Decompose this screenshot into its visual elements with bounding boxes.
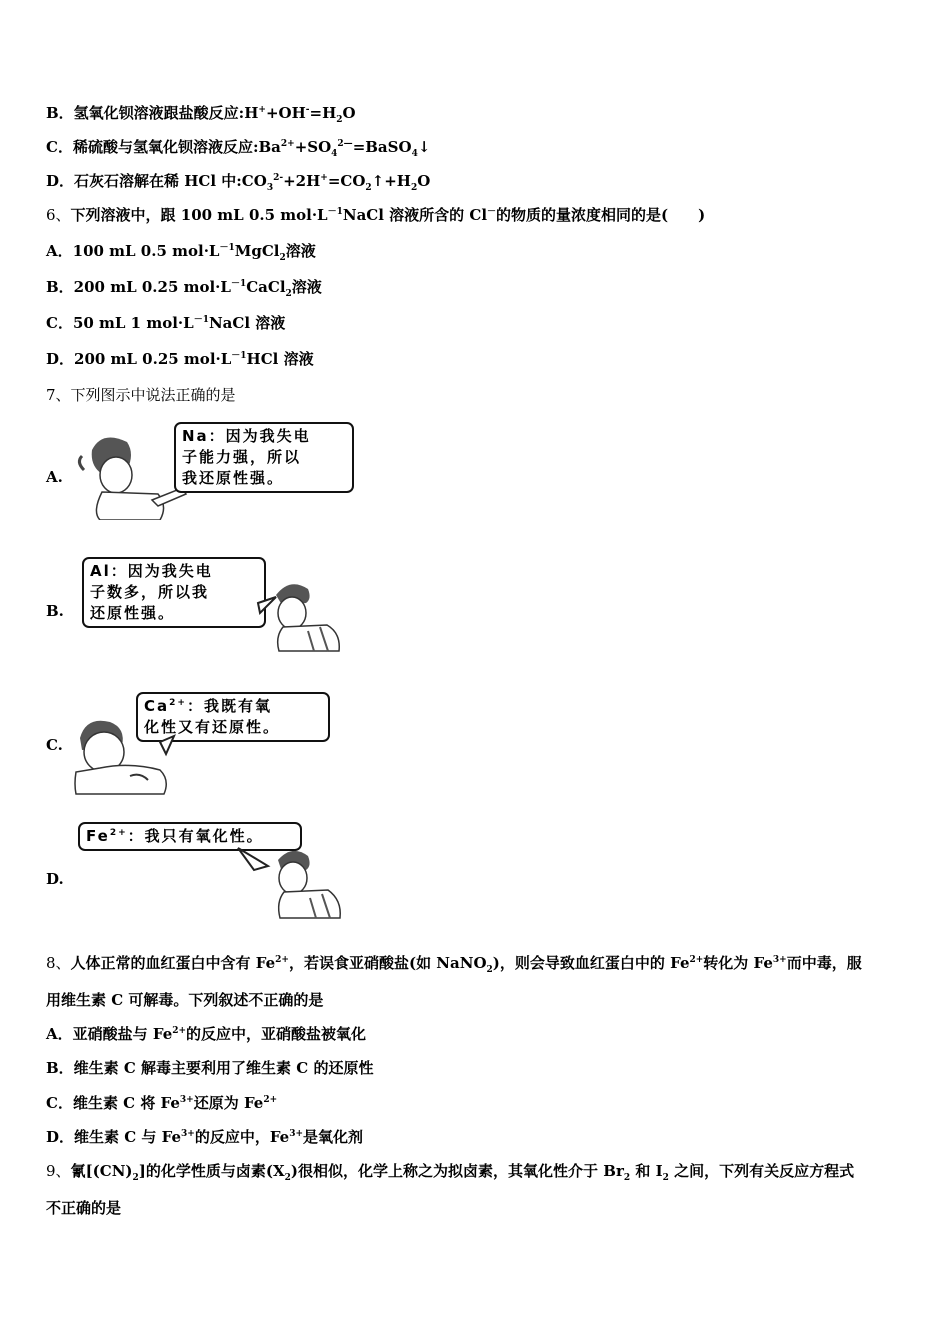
q6-option-a: A．100 mL 0.5 $mol\cdot L^{-1}MgCl_2$溶液 bbox=[46, 242, 316, 263]
q5-option-c: C．稀硫酸与氢氧化钡溶液反应$:Ba^{2+}+SO_4^{2—}=BaSO_4↓$ bbox=[46, 138, 431, 159]
q6-option-d: D．200 mL 0.25 $mol\cdot L^{-1}HCl$ 溶液 bbox=[46, 350, 314, 368]
q7-option-d-label: D. bbox=[46, 870, 64, 888]
q8-option-b: B．维生素 C 解毒主要利用了维生素 C 的还原性 bbox=[46, 1059, 374, 1077]
q5-option-b: B．氢氧化钡溶液跟盐酸反应$:H^++OH^-=H_2O$ bbox=[46, 104, 356, 125]
boy-figure-icon bbox=[78, 820, 368, 925]
q7-option-d-picture bbox=[78, 820, 368, 925]
q8-option-a: A．亚硝酸盐与 $Fe^{2+}$的反应中，亚硝酸盐被氧化 bbox=[46, 1025, 367, 1043]
q8-stem-line-2: 用维生素 C 可解毒。下列叙述不正确的是 bbox=[46, 991, 324, 1009]
q6-option-c: C．50 mL 1 $mol\cdot L^{-1}NaCl$ 溶液 bbox=[46, 314, 286, 332]
q9-stem-line-2: 不正确的是 bbox=[46, 1199, 122, 1217]
q7-option-a-label: A. bbox=[46, 468, 63, 486]
q7-option-b-speech-bubble: Al：因为我失电 子数多，所以我 还原性强。 bbox=[82, 557, 266, 628]
q6-stem: 6、下列溶液中，跟 100 mL 0.5 $mol\cdot L^{-1}NaCl$ 溶液所含的 Cl－的物质的量浓度相同的是( ) bbox=[46, 206, 706, 224]
q8-stem-line-1: 8、人体正常的血红蛋白中含有 $Fe^{2+}$，若误食亚硝酸盐(如 NaNO$_2$)，则会导致血红蛋白中的 $Fe^{2+}$转化为 $Fe^{3+}$而中毒，服 bbox=[46, 954, 862, 975]
q7-option-d-speech-bubble: $Fe^{2+}$：我只有氧化性。 bbox=[78, 822, 302, 851]
boy-figure-icon bbox=[70, 688, 350, 798]
boy-figure-icon bbox=[78, 555, 358, 655]
q7-option-c-label: C. bbox=[46, 736, 63, 754]
q7-option-a-picture bbox=[72, 420, 362, 520]
q7-option-b-label: B. bbox=[46, 602, 64, 620]
q9-stem-line-1: 9、氰$[(CN)_2]$的化学性质与卤素$(X_2)$很相似，化学上称之为拟卤素，其氧化性介于 $Br_2$ 和 $I_2$ 之间，下列有关反应方程式 bbox=[46, 1162, 855, 1183]
q8-option-c: C．维生素 C 将 $Fe^{3+}$还原为 $Fe^{2+}$ bbox=[46, 1094, 278, 1112]
q7-stem: 7、下列图示中说法正确的是 bbox=[46, 386, 236, 404]
q7-option-a-speech-bubble: Na：因为我失电 子能力强，所以 我还原性强。 bbox=[174, 422, 354, 493]
q5-option-d: D．石灰石溶解在稀 HCl 中$:CO_3^{2-}+2H^+=CO_2↑+H_2O$ bbox=[46, 172, 431, 193]
q7-option-b-picture bbox=[78, 555, 358, 655]
q8-option-d: D．维生素 C 与 $Fe^{3+}$的反应中，$Fe^{3+}$是氧化剂 bbox=[46, 1128, 364, 1146]
q7-option-c-speech-bubble: $Ca^{2+}$：我既有氧 化性又有还原性。 bbox=[136, 692, 330, 742]
q6-option-b: B．200 mL 0.25 $mol\cdot L^{-1}CaCl_2$溶液 bbox=[46, 278, 322, 299]
q7-option-c-picture bbox=[70, 688, 350, 798]
